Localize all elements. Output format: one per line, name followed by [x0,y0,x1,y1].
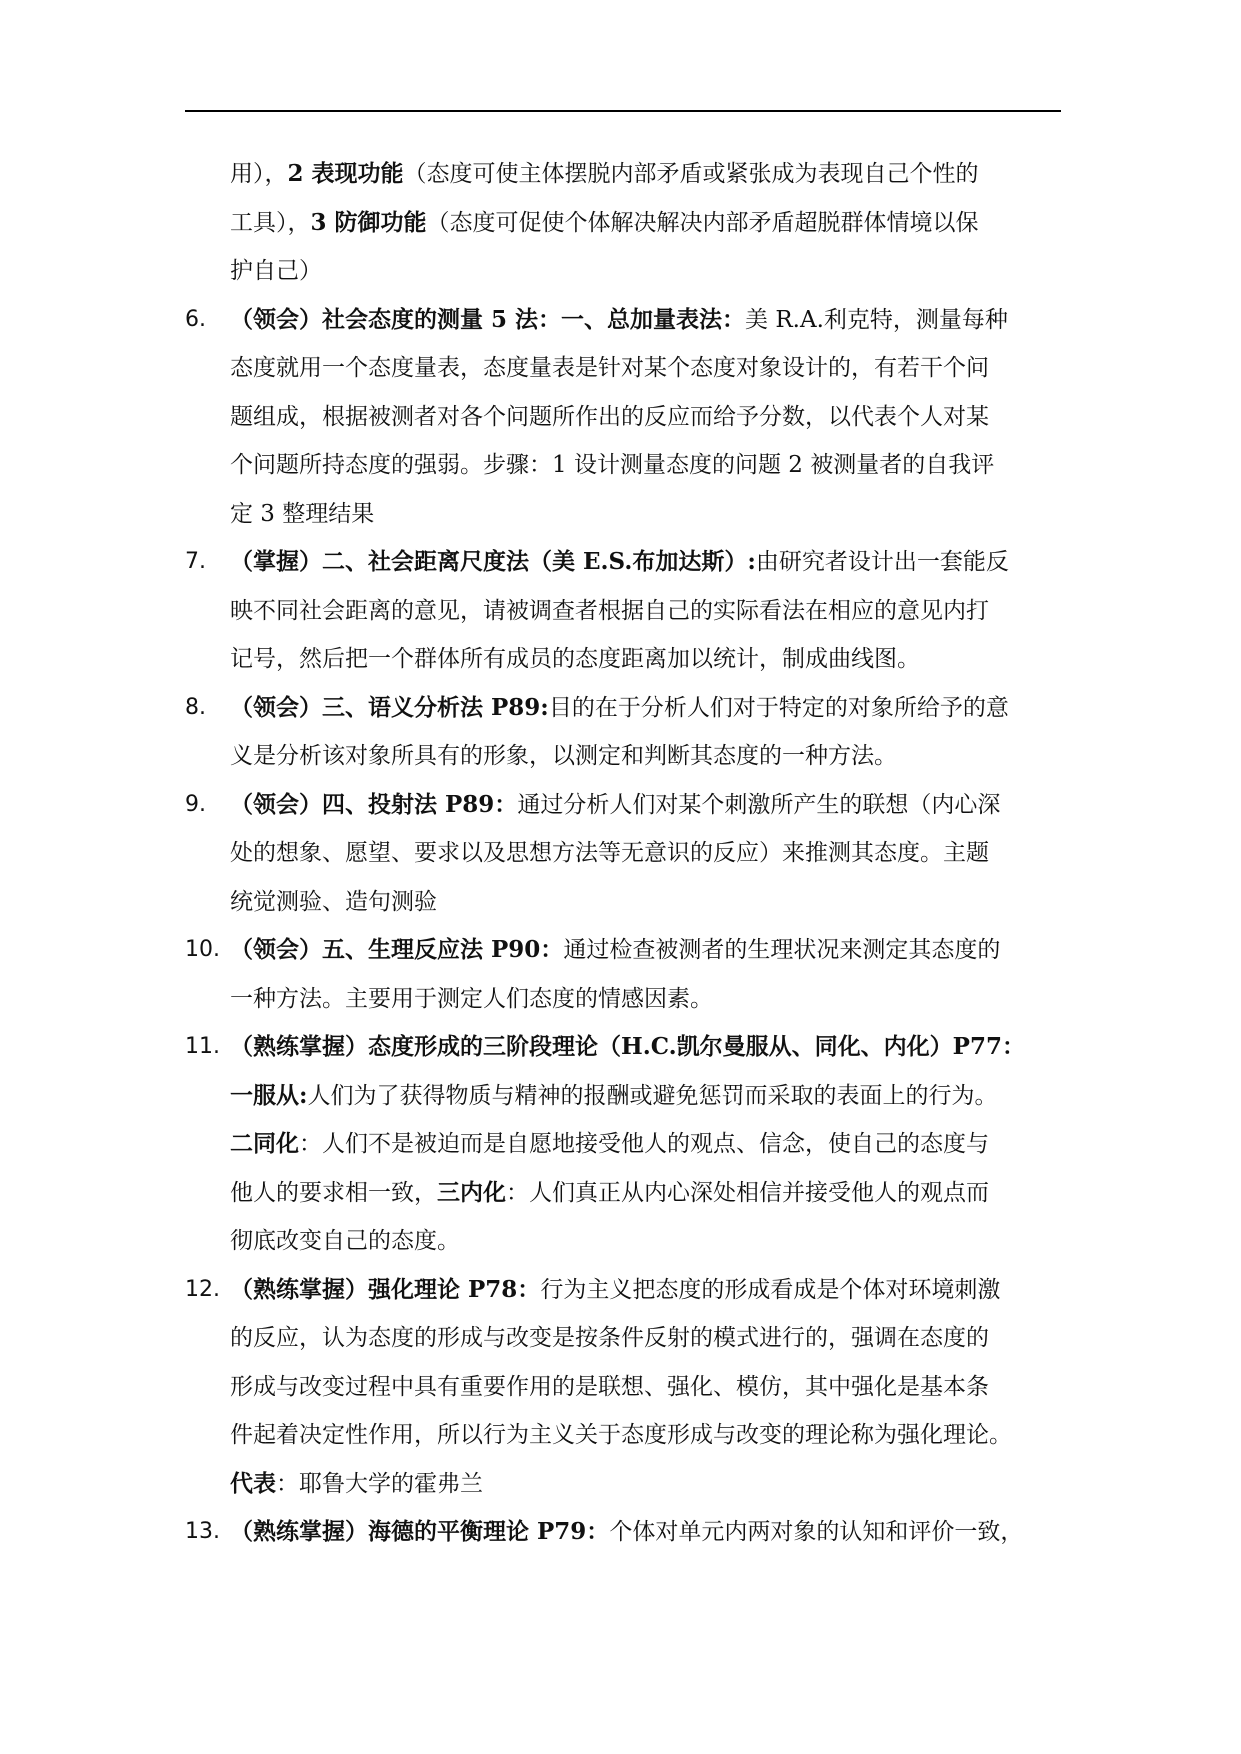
body-text: 定 3 整理结果 [230,500,375,527]
text-line [230,150,1065,199]
text-line [230,199,1065,248]
item-number: 6. [185,306,206,332]
body-text: 通过检查被测者的生理状况来测定其态度的 [563,937,1001,963]
body-text: ：耶鲁大学的霍弗兰 [276,1470,483,1497]
body-text: ：人们不是被迫而是自愿地接受他人的观点、信念，使自己的态度与 [299,1131,989,1157]
bold-text: 二同化 [230,1130,299,1157]
bold-text: 3 防御功能 [310,208,427,236]
list-item [185,296,1065,539]
text-line [230,587,1065,636]
bold-text: （领会）四、投射法 P89： [230,790,518,818]
body-text: 用）， [230,161,288,187]
text-line [230,1314,1065,1363]
text-line [230,829,1065,878]
list-item [185,1023,1065,1266]
continued-paragraph [185,150,1065,296]
bold-text: 三内化 [437,1178,506,1206]
list-item [185,926,1065,1023]
body-text: 他人的要求相一致， [230,1179,437,1206]
text-line [230,1363,1065,1412]
body-text: 题组成，根据被测者对各个问题所作出的反应而给予分数，以代表个人对某 [230,403,989,430]
text-line [230,1023,1065,1072]
body-text: 处的想象、愿望、要求以及思想方法等无意识的反应）来推测其态度。主题 [230,840,989,866]
body-text: （态度可促使个体解决解决内部矛盾超脱群体情境以保 [426,209,979,236]
text-line [230,1460,1065,1509]
bold-text: 代表 [230,1469,276,1497]
item-number: 11. [185,1034,220,1059]
text-line [230,538,1065,587]
text-line [230,1120,1065,1169]
body-text: （态度可使主体摆脱内部矛盾或紧张成为表现自己个性的 [403,161,979,187]
text-line [230,732,1065,781]
header-rule [185,110,1061,112]
body-text: 美 R.A.利克特，测量每种 [745,306,1008,333]
text-line [230,1411,1065,1460]
item-number: 7. [185,549,206,574]
text-line [230,878,1065,927]
text-line [230,684,1065,733]
text-line [230,635,1065,684]
text-line [230,1072,1065,1121]
text-line [230,926,1065,975]
list-item [185,538,1065,684]
text-line [230,296,1065,345]
text-line [230,344,1065,393]
text-line [230,441,1065,490]
body-text: 彻底改变自己的态度。 [230,1228,460,1254]
body-text: 映不同社会距离的意见，请被调查者根据自己的实际看法在相应的意见内打 [230,597,989,624]
body-text: 态度就用一个态度量表，态度量表是针对某个态度对象设计的，有若干个问 [230,355,989,381]
text-line [230,393,1065,442]
list-item [185,1508,1065,1557]
body-text: 护自己） [230,258,322,284]
bold-text: （熟练掌握）海德的平衡理论 P79： [230,1518,610,1545]
item-number: 9. [185,791,206,817]
bold-text: 2 表现功能 [287,160,404,187]
body-text: 个体对单元内两对象的认知和评价一致， [609,1519,1024,1545]
bold-text: （领会）五、生理反应法 P90： [230,936,564,963]
text-line [230,1266,1065,1315]
text-line [230,490,1065,539]
text-line [230,781,1065,830]
numbered-list [185,296,1065,1557]
bold-text: 一服从: [230,1081,308,1109]
body-text: 由研究者设计出一套能反 [755,549,1009,575]
body-text: 的反应，认为态度的形成与改变是按条件反射的模式进行的，强调在态度的 [230,1325,989,1351]
body-text: 行为主义把态度的形成看成是个体对环境刺激 [540,1276,1001,1303]
body-text: 个问题所持态度的强弱。步骤：1 设计测量态度的问题 2 被测量者的自我评 [230,452,995,478]
body-text: ：人们真正从内心深处相信并接受他人的观点而 [506,1179,989,1206]
body-text: 统觉测验、造句测验 [230,888,437,915]
bold-text: （掌握）二、社会距离尺度法（美 E.S.布加达斯）: [230,548,756,575]
text-line [230,1217,1065,1266]
body-text: 工具）， [230,209,311,236]
bold-text: （熟练掌握）强化理论 P78： [230,1275,541,1303]
bold-text: （熟练掌握）态度形成的三阶段理论（H.C.凯尔曼服从、同化、内化）P77： [230,1033,1025,1060]
body-text: 目的在于分析人们对于特定的对象所给予的意 [548,694,1009,721]
text-line [230,1169,1065,1218]
item-number: 12. [185,1276,220,1302]
body-text: 人们为了获得物质与精神的报酬或避免惩罚而采取的表面上的行为。 [307,1082,998,1109]
item-number: 8. [185,694,206,720]
body-text: 形成与改变过程中具有重要作用的是联想、强化、模仿，其中强化是基本条 [230,1373,989,1400]
body-text: 记号，然后把一个群体所有成员的态度距离加以统计，制成曲线图。 [230,646,920,672]
item-number: 10. [185,937,220,962]
bold-text: （领会）社会态度的测量 5 法：一、总加量表法： [230,305,746,333]
body-text: 通过分析人们对某个刺激所产生的联想（内心深 [517,791,1001,818]
body-text: 件起着决定性作用，所以行为主义关于态度形成与改变的理论称为强化理论。 [230,1422,1012,1448]
body-text: 义是分析该对象所具有的形象，以测定和判断其态度的一种方法。 [230,743,897,769]
list-item [185,781,1065,927]
bold-text: （领会）三、语义分析法 P89: [230,693,549,721]
list-item [185,1266,1065,1509]
item-number: 13. [185,1519,220,1544]
body-text: 一种方法。主要用于测定人们态度的情感因素。 [230,985,713,1012]
text-line [230,247,1065,296]
text-line [230,975,1065,1024]
list-item [185,684,1065,781]
document-body [185,150,1065,1557]
text-line [230,1508,1065,1557]
